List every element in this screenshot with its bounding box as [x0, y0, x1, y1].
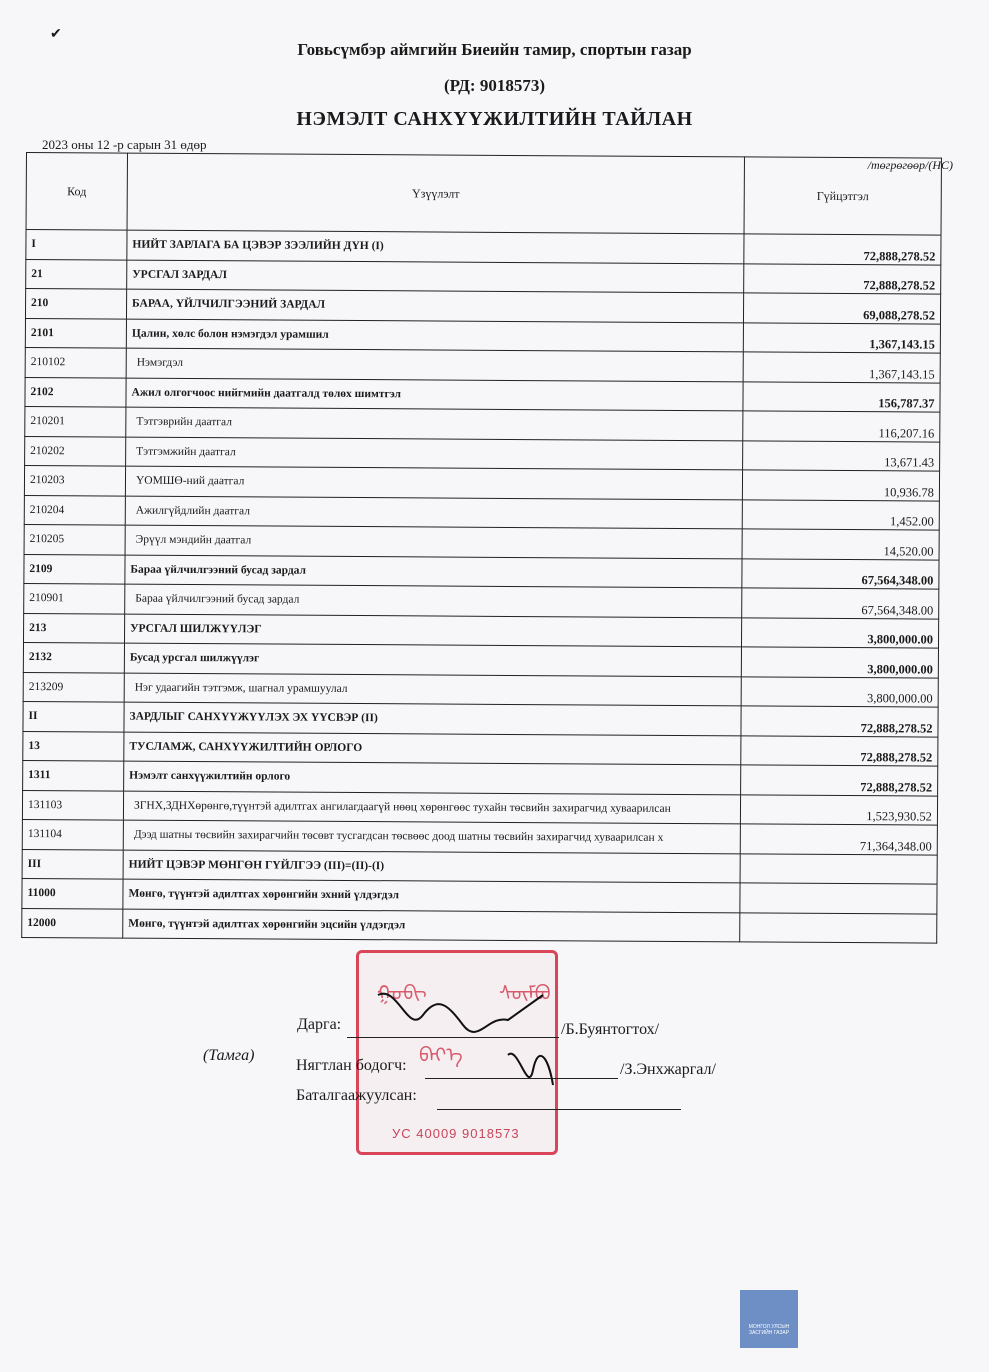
- row-name: Нэмэлт санхүүжилтийн орлого: [124, 761, 741, 794]
- row-amount: 3,800,000.00: [741, 647, 938, 678]
- accountant-name: /З.Энхжаргал/: [620, 1061, 716, 1078]
- stamp-script-right: ᠰᠦᠮᠪᠦ: [499, 983, 551, 1005]
- handwritten-signatures: [368, 975, 558, 1105]
- director-name: /Б.Буянтогтох/: [561, 1021, 660, 1038]
- row-amount: 72,888,278.52: [744, 263, 941, 294]
- row-code: III: [22, 849, 123, 879]
- row-amount: 72,888,278.52: [741, 706, 938, 737]
- row-name: Мөнгө, түүнтэй адилтгах хөрөнгийн эхний үлдэгдэл: [123, 879, 740, 912]
- row-name: НИЙТ ЗАРЛАГА БА ЦЭВЭР ЗЭЭЛИЙН ДҮН (I): [127, 230, 744, 263]
- row-amount: 72,888,278.52: [741, 735, 938, 766]
- row-amount: 1,367,143.15: [743, 322, 940, 353]
- verified-sign-line: [437, 1109, 681, 1110]
- row-code: 210203: [24, 465, 125, 495]
- logo-line-2: ЗАСГИЙН ГАЗАР: [748, 1330, 790, 1336]
- row-code: 2109: [24, 554, 125, 584]
- accountant-sign-line: [425, 1078, 618, 1079]
- row-code: 2102: [25, 377, 126, 407]
- row-name: Дээд шатны төсвийн захирагчийн төсөвт тусгагдсан төсвөөс доод шатны төсвийн захирагчид хуваарилсан х: [123, 820, 740, 853]
- row-amount: 72,888,278.52: [744, 234, 941, 265]
- row-code: 210205: [24, 524, 125, 554]
- row-amount: 13,671.43: [743, 440, 940, 471]
- row-code: 12000: [22, 908, 123, 938]
- row-amount: 1,452.00: [742, 499, 939, 530]
- row-amount: 156,787.37: [743, 381, 940, 412]
- header-amount: Гүйцэтгэл: [744, 157, 941, 235]
- row-code: 210901: [24, 583, 125, 613]
- row-code: 210204: [24, 495, 125, 525]
- row-amount: [740, 883, 937, 914]
- row-amount: 1,367,143.15: [743, 352, 940, 383]
- report-title: НЭМЭЛТ САНХҮҮЖИЛТИЙН ТАЙЛАН: [296, 108, 693, 130]
- row-amount: [740, 912, 937, 943]
- stamp-script-center: ᠪᠡᠶ᠎ᠡ: [419, 1045, 463, 1067]
- row-amount: 67,564,348.00: [742, 588, 939, 619]
- row-code: 2101: [25, 318, 126, 348]
- row-code: 213: [24, 613, 125, 643]
- report-table: [21, 152, 942, 944]
- row-name: Цалин, хөлс болон нэмэгдэл урамшил: [126, 319, 743, 352]
- director-sign-line: [347, 1037, 559, 1038]
- row-amount: 14,520.00: [742, 529, 939, 560]
- row-name: ҮОМШӨ-ний даатгал: [125, 466, 742, 499]
- row-name: Ажилгүйдлийн даатгал: [125, 496, 742, 529]
- row-name: УРСГАЛ ЗАРДАЛ: [127, 260, 744, 293]
- organization-name: Говьсүмбэр аймгийн Биеийн тамир, спортын газар: [297, 40, 692, 59]
- row-name: Нэмэгдэл: [126, 348, 743, 381]
- row-code: 131104: [22, 819, 123, 849]
- row-name: УРСГАЛ ШИЛЖҮҮЛЭГ: [125, 614, 742, 647]
- row-name: Нэг удаагийн тэтгэмж, шагнал урамшуулал: [124, 673, 741, 706]
- header-indicator: Үзүүлэлт: [127, 153, 744, 234]
- row-code: 13: [23, 731, 124, 761]
- seal-label: (Тамга): [203, 1047, 255, 1064]
- row-name: Бусад урсгал шилжүүлэг: [124, 643, 741, 676]
- currency-unit: /төгрөгөөр/(НС): [867, 158, 953, 172]
- row-code: 210201: [25, 406, 126, 436]
- row-code: 21: [26, 259, 127, 289]
- row-name: Тэтгэмжийн даатгал: [126, 437, 743, 470]
- row-name: Ажил олгогчоос нийгмийн даатгалд төлөх шимтгэл: [126, 378, 743, 411]
- row-name: БАРАА, ҮЙЛЧИЛГЭЭНИЙ ЗАРДАЛ: [126, 289, 743, 322]
- stamp-script-left: ᠭᠣᠪᠢ: [377, 983, 427, 1005]
- pen-mark: ✔: [50, 27, 62, 42]
- row-code: 210102: [25, 347, 126, 377]
- row-name: ЗАРДЛЫГ САНХҮҮЖҮҮЛЭХ ЭХ ҮҮСВЭР (II): [124, 702, 741, 735]
- director-label: Дарга:: [297, 1016, 342, 1033]
- row-code: 210202: [25, 436, 126, 466]
- header-code: Код: [26, 153, 127, 231]
- accountant-label: Нягтлан бодогч:: [296, 1057, 407, 1074]
- row-amount: 71,364,348.00: [740, 824, 937, 855]
- row-name: Мөнгө, түүнтэй адилтгах хөрөнгийн эцсийн үлдэгдэл: [123, 909, 740, 942]
- row-amount: 3,800,000.00: [741, 617, 938, 648]
- row-name: Тэтгэврийн даатгал: [126, 407, 743, 440]
- row-name: ТУСЛАМЖ, САНХҮҮЖИЛТИЙН ОРЛОГО: [124, 732, 741, 765]
- logo-line-1: МОНГОЛ УЛСЫН: [748, 1324, 790, 1330]
- row-code: 11000: [22, 878, 123, 908]
- stamp-number: УС 40009 9018573: [392, 1126, 520, 1141]
- row-name: ЗГНХ,ЗДНХөрөнгө,түүнтэй адилтгах ангилагдаагүй нөөц хөрөнгөөс тухайн төсвийн захирагчид хуваарилсан: [123, 791, 740, 824]
- row-amount: 69,088,278.52: [743, 293, 940, 324]
- row-code: 210: [25, 289, 126, 319]
- verified-label: Баталгаажуулсан:: [296, 1087, 417, 1104]
- row-amount: 1,523,930.52: [740, 794, 937, 825]
- row-code: 2132: [23, 642, 124, 672]
- row-amount: [740, 853, 937, 884]
- row-amount: 67,564,348.00: [742, 558, 939, 589]
- row-name: Эрүүл мэндийн даатгал: [125, 525, 742, 558]
- table-row: [22, 908, 937, 943]
- row-name: НИЙТ ЦЭВЭР МӨНГӨН ГҮЙЛГЭЭ (III)=(II)-(I): [123, 850, 740, 883]
- row-amount: 72,888,278.52: [741, 765, 938, 796]
- row-code: 1311: [23, 760, 124, 790]
- registration-number: (РД: 9018573): [444, 76, 545, 95]
- row-name: Бараа үйлчилгээний бусад зардал: [125, 555, 742, 588]
- row-code: I: [26, 230, 127, 260]
- row-amount: 3,800,000.00: [741, 676, 938, 707]
- row-name: Бараа үйлчилгээний бусад зардал: [125, 584, 742, 617]
- government-logo: [740, 1290, 798, 1348]
- row-amount: 10,936.78: [742, 470, 939, 501]
- row-code: II: [23, 701, 124, 731]
- row-code: 131103: [22, 790, 123, 820]
- row-amount: 116,207.16: [743, 411, 940, 442]
- report-date: 2023 оны 12 -р сарын 31 өдөр: [42, 137, 207, 152]
- row-code: 213209: [23, 672, 124, 702]
- table-header-row: [26, 153, 941, 236]
